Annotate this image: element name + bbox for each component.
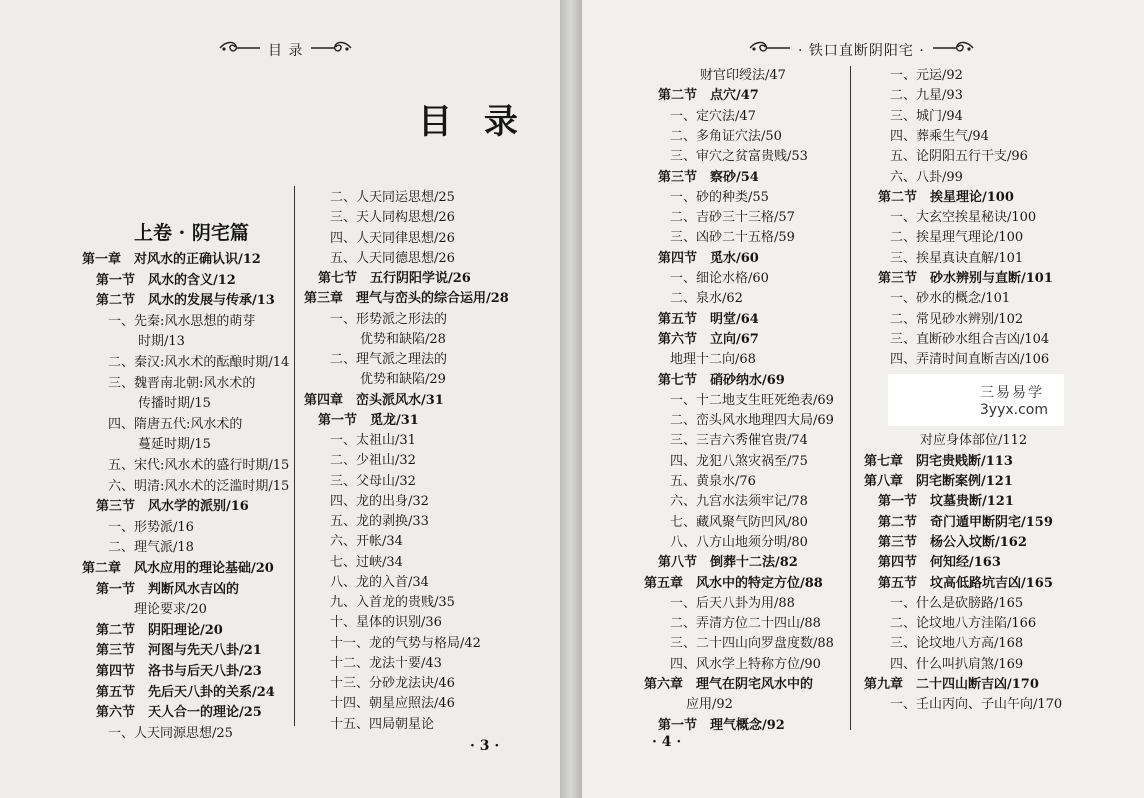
toc-entry: 第七节 硝砂纳水/69 (658, 372, 785, 388)
toc-entry: 四、葬乘生气/94 (890, 128, 989, 144)
toc-entry: 优势和缺陷/28 (360, 331, 446, 347)
toc-entry: 三、审穴之贫富贵贱/53 (670, 149, 808, 165)
toc-entry: 第一节 风水的含义/12 (96, 272, 236, 288)
toc-entry: 三、论坟地八方高/168 (890, 636, 1024, 652)
toc-entry: 十四、朝星应照法/46 (330, 696, 455, 712)
page-title: 目 录 (418, 102, 528, 142)
toc-entry: 第一章 对风水的正确认识/12 (82, 252, 261, 267)
toc-entry: 一、定穴法/47 (670, 108, 756, 124)
toc-entry: 第四节 何知经/163 (878, 555, 1001, 571)
toc-entry: 六、开帐/34 (330, 534, 403, 550)
toc-entry: 四、弄清时间直断吉凶/106 (890, 352, 1050, 368)
toc-entry: 第五章 风水中的特定方位/88 (644, 575, 823, 591)
toc-entry: 一、先秦:风水思想的萌芽 (108, 313, 256, 329)
toc-entry: 五、龙的剥换/33 (330, 514, 429, 529)
toc-entry: 第一节 觅龙/31 (318, 412, 419, 428)
toc-entry: 二、论坟地八方洼陷/166 (890, 616, 1037, 632)
toc-entry: 第四节 觅水/60 (658, 250, 759, 266)
toc-entry: 十二、龙法十要/43 (330, 655, 442, 671)
toc-entry: 七、藏风聚气防凹风/80 (670, 514, 808, 530)
toc-entry: 二、泉水/62 (670, 291, 743, 307)
toc-entry: 一、砂的种类/55 (670, 189, 769, 205)
toc-entry: 第九章 二十四山断吉凶/170 (864, 677, 1039, 692)
toc-entry: 二、弄清方位二十四山/88 (670, 616, 821, 632)
watermark-url: 3yyx.com (979, 402, 1048, 418)
toc-entry: 二、理气派/18 (108, 540, 194, 556)
toc-entry: 第三节 砂水辨别与直断/101 (878, 271, 1053, 286)
scroll-ornament-right-icon (309, 40, 353, 60)
toc-entry: 第一节 理气概念/92 (658, 717, 785, 733)
toc-entry: 五、黄泉水/76 (670, 474, 756, 489)
right-page-header (748, 40, 975, 60)
toc-entry: 第四节 洛书与后天八卦/23 (96, 664, 262, 679)
toc-entry: 五、宋代:风水术的盛行时期/15 (108, 458, 290, 473)
toc-entry: 二、吉砂三十三格/57 (670, 210, 795, 226)
toc-entry: 三、三吉六秀催官贵/74 (670, 433, 808, 449)
watermark-title: 三易易学 (980, 385, 1044, 401)
toc-entry: 一、元运/92 (890, 68, 963, 83)
toc-entry: 五、论阴阳五行干支/96 (890, 149, 1028, 165)
toc-entry: 应用/92 (686, 697, 733, 713)
toc-entry: 四、隋唐五代:风水术的 (108, 416, 243, 432)
toc-entry: 第八节 倒葬十二法/82 (658, 555, 798, 571)
toc-entry: 一、细论水格/60 (670, 271, 769, 286)
toc-entry: 七、过峡/34 (330, 554, 403, 570)
toc-entry: 第六节 立向/67 (658, 331, 759, 347)
toc-entry: 八、八方山地须分明/80 (670, 534, 808, 550)
toc-entry: 第一节 判断风水吉凶的 (96, 581, 240, 597)
toc-entry: 第三节 风水学的派别/16 (96, 499, 249, 515)
toc-entry: 优势和缺陷/29 (360, 372, 446, 388)
page-number: · 4 · (652, 734, 682, 750)
toc-entry: 第六节 天人合一的理论/25 (96, 705, 262, 721)
toc-entry: 第五节 明堂/64 (658, 311, 759, 327)
toc-entry: 第二节 挨星理论/100 (878, 189, 1014, 205)
toc-entry: 六、明清:风水术的泛滥时期/15 (108, 478, 290, 494)
toc-entry: 十、星体的识别/36 (330, 615, 442, 631)
toc-entry: 二、多角证穴法/50 (670, 128, 782, 144)
toc-entry: 传播时期/15 (138, 396, 211, 412)
toc-entry: 一、大玄空挨星秘诀/100 (890, 210, 1037, 226)
toc-entry: 第三节 杨公入坟断/162 (878, 534, 1027, 550)
toc-entry: 蔓延时期/15 (138, 437, 211, 453)
volume-title: 上卷 · 阴宅篇 (134, 222, 249, 244)
toc-entry: 一、十二地支生旺死绝表/69 (670, 392, 834, 408)
toc-entry: 对应身体部位/112 (920, 433, 1028, 449)
toc-entry: 一、太祖山/31 (330, 433, 416, 448)
column-divider (294, 186, 295, 726)
toc-entry: 第二节 奇门遁甲断阴宅/159 (878, 514, 1053, 530)
toc-entry: 一、砂水的概念/101 (890, 291, 1011, 307)
toc-entry: 二、少祖山/32 (330, 453, 416, 469)
toc-entry: 一、什么是砍膀路/165 (890, 595, 1024, 611)
toc-entry: 二、人天同运思想/25 (330, 190, 455, 205)
toc-entry: 四、龙的出身/32 (330, 493, 429, 509)
toc-entry: 第七节 五行阴阳学说/26 (318, 271, 471, 286)
toc-entry: 第六章 理气在阴宅风水中的 (644, 677, 814, 692)
toc-entry: 三、直断砂水组合吉凶/104 (890, 331, 1050, 347)
toc-entry: 二、峦头风水地理四大局/69 (670, 413, 834, 429)
toc-entry: 三、父母山/32 (330, 473, 416, 489)
toc-entry: 三、魏晋南北朝:风水术的 (108, 375, 256, 391)
left-page (0, 0, 560, 798)
running-header-text: 目 录 (268, 43, 304, 59)
toc-entry: 一、壬山丙向、子山午向/170 (890, 697, 1063, 713)
toc-entry: 第二章 风水应用的理论基础/20 (82, 561, 274, 576)
toc-entry: 二、常见砂水辨别/102 (890, 311, 1024, 327)
scroll-ornament-right-icon (931, 40, 975, 60)
scroll-ornament-left-icon (748, 40, 792, 60)
toc-entry: 四、龙犯八煞灾祸至/75 (670, 453, 808, 469)
toc-entry: 理论要求/20 (134, 602, 207, 618)
toc-entry: 第四章 峦头派风水/31 (304, 392, 444, 408)
toc-entry: 第三节 察砂/54 (658, 169, 759, 185)
toc-entry: 二、理气派之理法的 (330, 352, 448, 367)
toc-entry: 五、人天同德思想/26 (330, 250, 455, 266)
page-number: · 3 · (470, 738, 500, 754)
toc-entry: 六、八卦/99 (890, 169, 963, 185)
column-divider (850, 66, 851, 730)
toc-entry: 四、风水学上特称方位/90 (670, 656, 821, 672)
toc-entry: 二、九星/93 (890, 88, 963, 104)
toc-entry: 一、人天同源思想/25 (108, 725, 233, 741)
toc-entry: 九、入首龙的贵贱/35 (330, 595, 455, 610)
toc-entry: 八、龙的入首/34 (330, 574, 429, 590)
toc-entry: 第二节 风水的发展与传承/13 (96, 293, 275, 309)
toc-entry: 十三、分砂龙法诀/46 (330, 676, 455, 691)
toc-entry: 第五节 坟高低路坑吉凶/165 (878, 575, 1053, 591)
toc-entry: 第五节 先后天八卦的关系/24 (96, 684, 275, 700)
toc-entry: 财官印绶法/47 (700, 68, 786, 83)
book-gutter (560, 0, 582, 798)
toc-entry: 十五、四局朝星论 (330, 716, 435, 732)
toc-entry: 三、天人同构思想/26 (330, 210, 455, 226)
toc-entry: 三、挨星真诀直解/101 (890, 250, 1024, 266)
toc-entry: 时期/13 (138, 334, 185, 350)
toc-entry: 第三节 河图与先天八卦/21 (96, 643, 262, 659)
toc-entry: 二、秦汉:风水术的酝酿时期/14 (108, 355, 290, 370)
toc-entry: 第七章 阴宅贵贱断/113 (864, 453, 1013, 469)
scroll-ornament-left-icon (218, 40, 262, 60)
toc-entry: 四、人天同律思想/26 (330, 230, 455, 246)
toc-entry: 三、二十四山向罗盘度数/88 (670, 636, 834, 652)
watermark (888, 374, 1064, 426)
toc-entry: 第八章 阴宅断案例/121 (864, 474, 1013, 489)
running-header-text: · 铁口直断阴阳宅 · (798, 43, 925, 59)
toc-entry: 一、形势派/16 (108, 519, 194, 535)
toc-entry: 三、凶砂二十五格/59 (670, 230, 795, 246)
toc-entry: 四、什么叫扒肩煞/169 (890, 656, 1024, 672)
toc-entry: 一、形势派之形法的 (330, 311, 448, 327)
toc-entry: 十一、龙的气势与格局/42 (330, 635, 481, 651)
toc-entry: 六、九宫水法须牢记/78 (670, 494, 808, 510)
toc-entry: 第二节 阴阳理论/20 (96, 622, 223, 638)
left-page-header (218, 40, 353, 60)
toc-entry: 二、挨星理气理论/100 (890, 230, 1024, 246)
toc-entry: 一、后天八卦为用/88 (670, 595, 795, 611)
toc-entry: 第二节 点穴/47 (658, 88, 759, 104)
toc-entry: 第一节 坟墓贵断/121 (878, 494, 1014, 510)
toc-entry: 第三章 理气与峦头的综合运用/28 (304, 291, 509, 307)
toc-entry: 地理十二向/68 (670, 352, 756, 368)
toc-entry: 三、城门/94 (890, 108, 963, 124)
